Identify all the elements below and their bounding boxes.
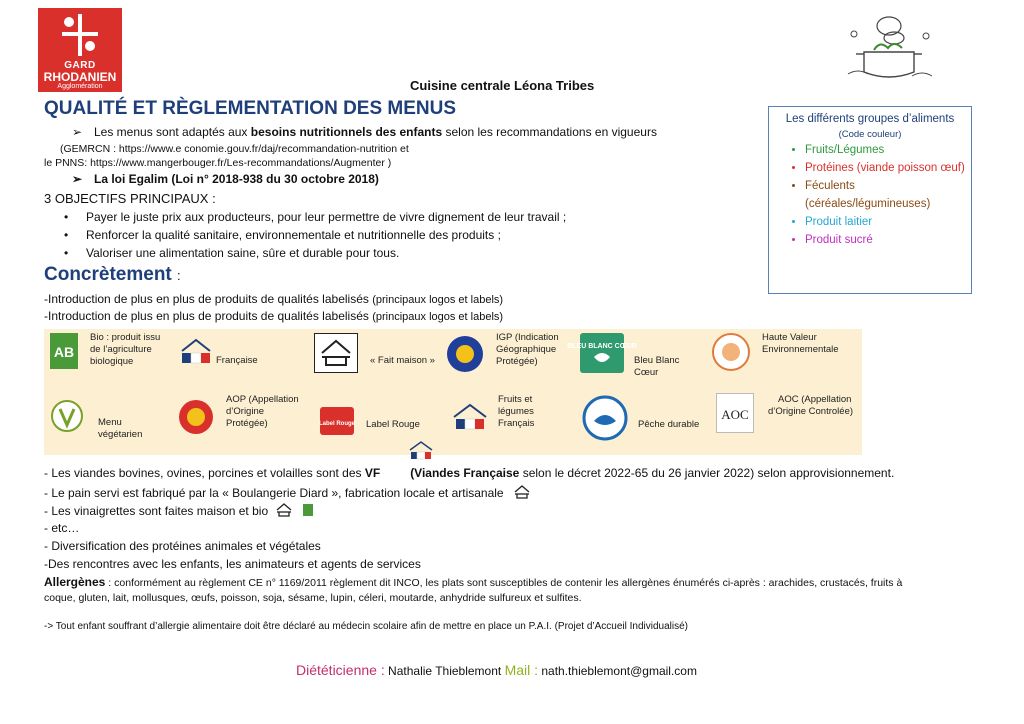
bullet-pain: - Le pain servi est fabriqué par la « Boulangerie Diard », fabrication locale et artisanale — [44, 485, 531, 500]
label-label-rouge: Label Rouge — [366, 419, 420, 430]
allergens-paragraph: Allergènes : conformément au règlement CE n° 1169/2011 règlement dit INCO, les plats sont susceptibles de contenir les allergènes énumérés ci-après : arachides, crustacés, fruits à coque, gluten, lait, mollusques, œufs, poisson, soja, sésame, lupin, céleri, moutarde, anhydride sulfureux et sulfites. — [44, 575, 903, 604]
aop-logo-icon — [178, 399, 214, 435]
food-groups-title: Les différents groupes d’aliments — [785, 113, 955, 125]
food-group-feculents: • Féculents (céréales/légumineuses) — [805, 177, 971, 213]
svg-text:AB: AB — [53, 344, 75, 360]
label-aoc: AOC (Appellation d’Origine Controlée) — [768, 394, 854, 417]
bullet-viandes: - Les viandes bovines, ovines, porcines et volailles sont des VF (Viandes Française selon le décret 2022-65 du 26 janvier 2022) selon approvisionnement. — [44, 466, 895, 480]
label-fruits-legumes: Fruits et légumes Français — [498, 394, 535, 429]
aoc-logo-icon — [716, 393, 754, 433]
label-igp: IGP (Indication Géographique Protégée) — [496, 332, 559, 367]
food-groups-list — [785, 141, 971, 249]
label-bio: Bio : produit issu de l’agriculture biologique — [90, 332, 161, 367]
food-groups-subtitle: (Code couleur) — [838, 129, 902, 140]
section-title-concretement: Concrètement : — [44, 264, 181, 285]
page-title: QUALITÉ ET RÈGLEMENTATION DES MENUS — [44, 98, 457, 119]
footer-contact — [296, 662, 697, 678]
food-group-laitier: • Produit laitier — [805, 213, 971, 231]
food-group-fruits: • Fruits/Légumes — [805, 141, 971, 159]
concret-intro-2: -Introduction de plus en plus de produits de qualités labelisés (principaux logos et labels) — [44, 309, 504, 323]
bullet-etc: - etc… — [44, 521, 80, 535]
food-group-sucre: • Produit sucré — [805, 231, 971, 249]
pnns-link-line: le PNNS: https://www.mangerbouger.fr/Les-recommandations/Augmenter ) — [44, 157, 392, 169]
logo-mark-icon — [60, 12, 100, 58]
svg-text:Label Rouge: Label Rouge — [318, 421, 356, 427]
arrow-bullet-icon: ➢ — [72, 125, 83, 139]
concret-intro-1: -Introduction de plus en plus de produits de qualités labelisés (principaux logos et labels) — [44, 292, 504, 306]
fruits-legumes-france-logo-icon — [450, 401, 490, 435]
bullet-rencontres: -Des rencontres avec les enfants, les animateurs et agents de services — [44, 557, 421, 571]
footer-email[interactable]: nath.thieblemont@gmail.com — [538, 664, 697, 678]
label-rouge-logo-icon — [320, 407, 354, 435]
intro-line-1: ➢ Les menus sont adaptés aux besoins nutritionnels des enfants selon les recommandations en vigueurs — [72, 125, 657, 139]
egalim-line: ➢ La loi Egalim (Loi n° 2018-938 du 30 octobre 2018) — [72, 172, 379, 186]
chef-cooking-pot-icon — [834, 14, 944, 84]
ab-bio-small-icon — [303, 504, 313, 516]
footer-name: Nathalie Thieblemont — [384, 664, 505, 678]
fait-maison-small-icon — [275, 503, 293, 517]
footer-mail-label: Mail : — [504, 662, 539, 678]
viandes-de-france-logo-icon — [178, 337, 214, 367]
pai-note: -> Tout enfant souffrant d’allergie alimentaire doit être déclaré au médecin scolaire afin de mettre en place un P.A.I. (Projet d’Accueil Individualisé) — [44, 621, 688, 632]
food-group-proteines: • Protéines (viande poisson œuf) — [805, 159, 971, 177]
label-peche-durable: Pêche durable — [638, 419, 700, 430]
svg-text:AOC: AOC — [721, 407, 749, 422]
bullet-vinaigrettes: - Les vinaigrettes sont faites maison et bio — [44, 503, 313, 518]
gard-rhodanien-logo — [38, 8, 122, 92]
kitchen-name: Cuisine centrale Léona Tribes — [410, 78, 595, 93]
objective-3: • Valoriser une alimentation saine, sûre et durable pour tous. — [64, 246, 400, 260]
label-hve: Haute Valeur Environnementale — [762, 332, 839, 355]
label-bleu-blanc-coeur: Bleu Blanc Cœur — [634, 355, 680, 378]
menu-vegetarien-logo-icon — [50, 399, 84, 439]
fait-maison-small-icon — [513, 485, 531, 499]
gemrcn-link-line: (GEMRCN : https://www.e conomie.gouv.fr/daj/recommandation-nutrition et — [60, 143, 409, 155]
logo-line-2: RHODANIEN — [43, 70, 117, 84]
arrow-bullet-icon: ➢ — [72, 172, 83, 186]
fait-maison-logo-icon — [314, 333, 358, 373]
bleu-blanc-coeur-logo-icon — [567, 333, 637, 373]
food-groups-box — [768, 106, 972, 294]
hve-logo-icon — [712, 333, 750, 371]
label-aop: AOP (Appellation d’Origine Protégée) — [226, 394, 299, 429]
svg-text:BLEU BLANC CŒUR: BLEU BLANC CŒUR — [567, 343, 637, 350]
objective-2: • Renforcer la qualité sanitaire, environnementale et nutritionnelle des produits ; — [64, 228, 501, 242]
objective-1: • Payer le juste prix aux producteurs, pour leur permettre de vivre dignement de leur travail ; — [64, 210, 567, 224]
bullet-diversification: - Diversification des protéines animales et végétales — [44, 539, 321, 553]
label-fait-maison: « Fait maison » — [370, 355, 435, 366]
footer-role: Diététicienne : — [296, 662, 385, 678]
labels-band — [44, 329, 862, 455]
logo-line-1: GARD — [64, 60, 96, 71]
peche-durable-logo-icon — [582, 395, 628, 441]
objectives-title: 3 OBJECTIFS PRINCIPAUX : — [44, 191, 216, 206]
viandes-francaises-small-icon — [408, 440, 434, 462]
label-menu-vegetarien: Menu végétarien — [98, 417, 143, 440]
ab-bio-logo-icon — [50, 333, 78, 369]
label-francaise: Française — [216, 355, 258, 366]
logo-line-3: Agglomération — [57, 83, 103, 90]
igp-logo-icon — [446, 335, 484, 373]
